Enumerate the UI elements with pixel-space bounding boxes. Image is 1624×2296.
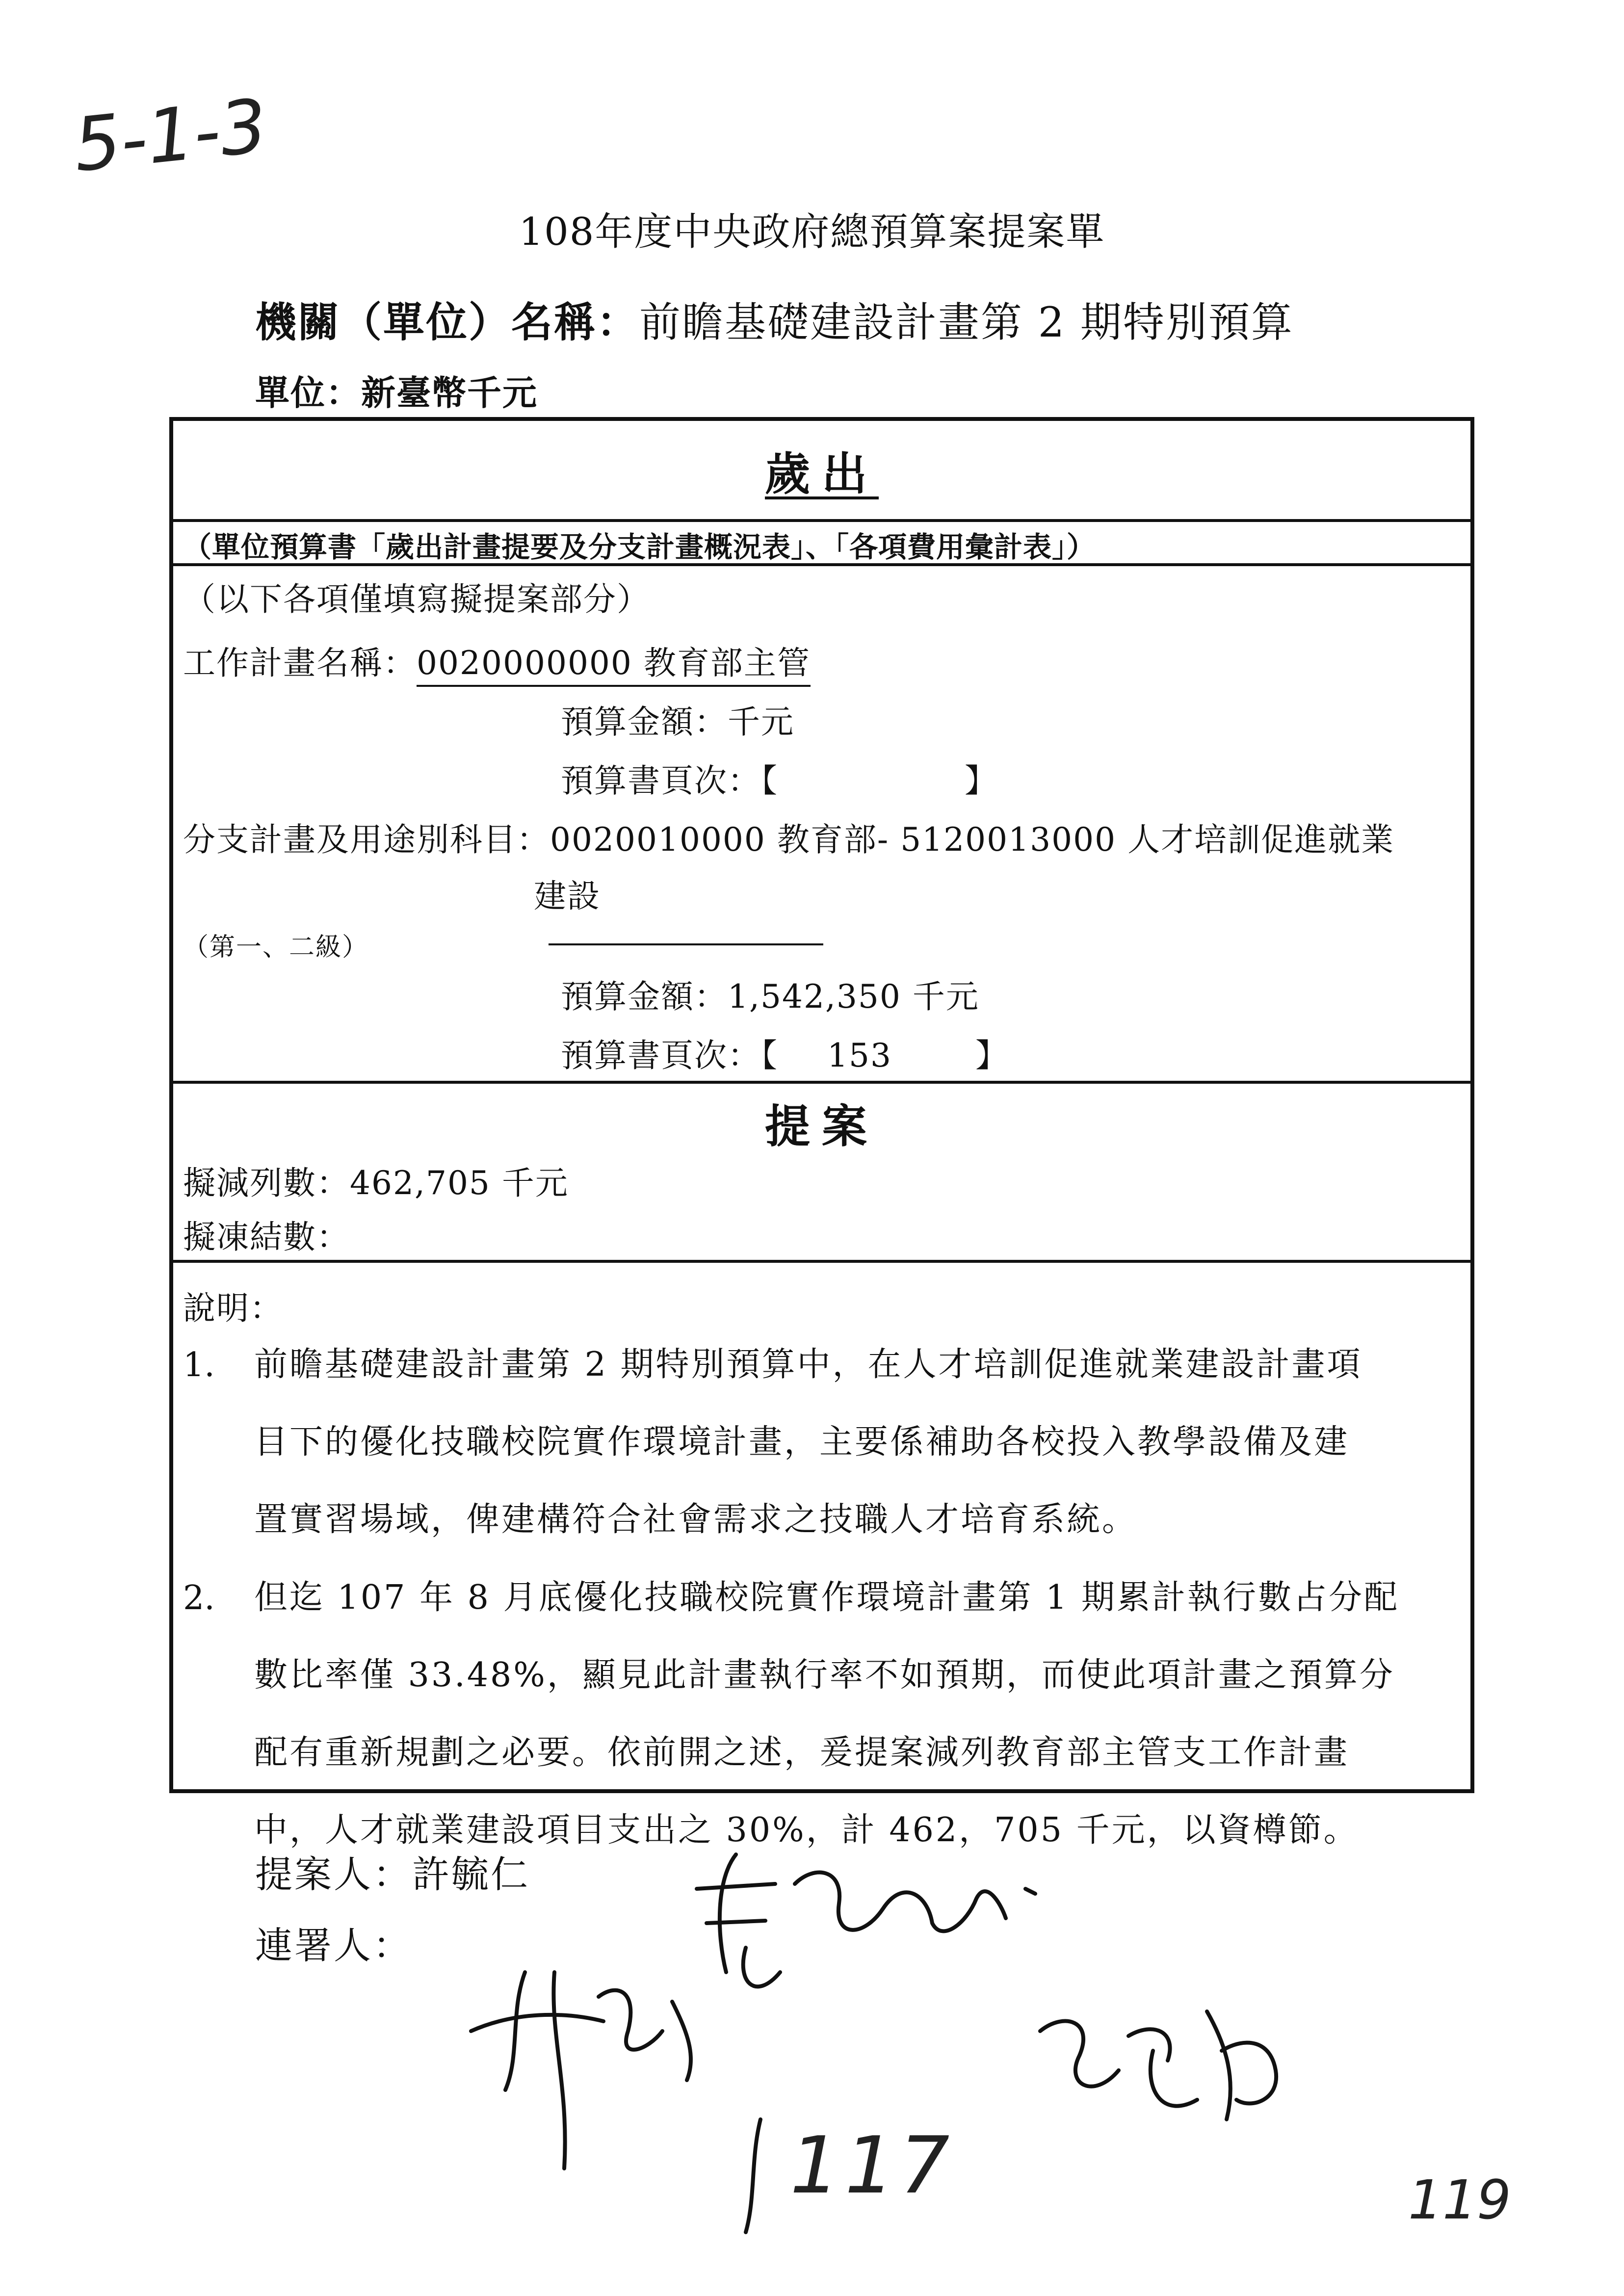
signature-stroke — [746, 2119, 760, 2232]
budget-amount-2: 預算金額：1,542,350 千元 — [561, 978, 979, 1016]
divider — [173, 519, 1470, 522]
handwritten-number: 117 — [790, 2119, 955, 2211]
page-title: 108年度中央政府總預算案提案單 — [519, 210, 1105, 254]
divider — [173, 1081, 1470, 1084]
cosigner-label: 連署人： — [255, 1924, 412, 1967]
item-number: 1. — [183, 1346, 215, 1384]
signature-stroke — [795, 1873, 1035, 1931]
work-plan-label: 工作計畫名稱： — [183, 644, 417, 682]
budget-page-2-label: 預算書頁次：【 — [561, 1037, 778, 1074]
work-plan-value: 0020000000 教育部主管 — [417, 644, 811, 687]
budget-page-1-label: 預算書頁次：【 — [561, 762, 778, 800]
proposal-heading: 提案 — [764, 1100, 879, 1153]
explanation-item-1: 前瞻基礎建設計畫第 2 期特別預算中，在人才培訓促進就業建設計畫項 目下的優化技職校院實作環境計畫，主要係補助各校投入教學設備及建 置實習場域，俾建構符合社會需求之技職人才培育系統。 — [254, 1345, 1362, 1539]
explanation-item-2: 但迄 107 年 8 月底優化技職校院實作環境計畫第 1 期累計執行數占分配 數比率僅 33.48%，顯見此計畫執行率不如預期，而使此項計畫之預算分 配有重新規劃之必要。依前開之述，爰提案減列教育部主管支工作計畫 中，人才就業建設項目支出之 30%，計 462，705 千元，以資樽節。 — [254, 1578, 1400, 1850]
budget-amount-1: 預算金額：千元 — [561, 703, 794, 741]
agency-value: 前瞻基礎建設計畫第 2 期特別預算 — [639, 298, 1294, 346]
expenditure-note: （單位預算書「歲出計畫提要及分支計畫概況表」、「各項費用彙計表」） — [183, 530, 1096, 564]
handwritten-doc-code: 5-1-3 — [69, 83, 271, 189]
budget-page-2-value: 153 — [827, 1037, 892, 1074]
fill-instruction: （以下各項僅填寫擬提案部分） — [183, 580, 650, 618]
agency-line — [255, 289, 1294, 349]
freeze-amount: 擬凍結數： — [183, 1218, 350, 1256]
explanation-label: 說明： — [183, 1289, 283, 1327]
proposal-form — [169, 417, 1474, 1850]
budget-page-1 — [561, 755, 998, 801]
work-plan-line — [183, 637, 811, 683]
divider — [173, 563, 1470, 566]
sub-plan-value: 0020010000 教育部- 5120013000 人才培訓促進就業 — [550, 821, 1395, 859]
agency-label: 機關（單位）名稱： — [255, 298, 640, 346]
item-number: 2. — [183, 1579, 215, 1618]
currency-unit: 單位：新臺幣千元 — [255, 372, 538, 413]
sub-plan-line — [183, 813, 1394, 860]
budget-page-2 — [561, 1029, 1009, 1076]
budget-page-2-close: 】 — [975, 1037, 1009, 1074]
handwritten-page-number: 119 — [1408, 2168, 1511, 2231]
reduction-amount: 擬減列數：462,705 千元 — [183, 1164, 569, 1202]
sub-plan-value-cont: 建設 — [534, 877, 601, 915]
divider — [173, 1260, 1470, 1263]
level-note: （第一、二級） — [183, 933, 369, 962]
signature-stroke — [697, 1854, 780, 1986]
sub-plan-underline — [549, 943, 823, 945]
proposer: 提案人：許毓仁 — [255, 1852, 530, 1896]
signature-stroke — [1040, 2011, 1276, 2119]
expenditure-heading: 歲出 — [764, 447, 879, 500]
signature-stroke — [471, 1972, 691, 2168]
budget-page-1-close: 】 — [965, 762, 998, 800]
sub-plan-label: 分支計畫及用途別科目： — [183, 821, 550, 859]
